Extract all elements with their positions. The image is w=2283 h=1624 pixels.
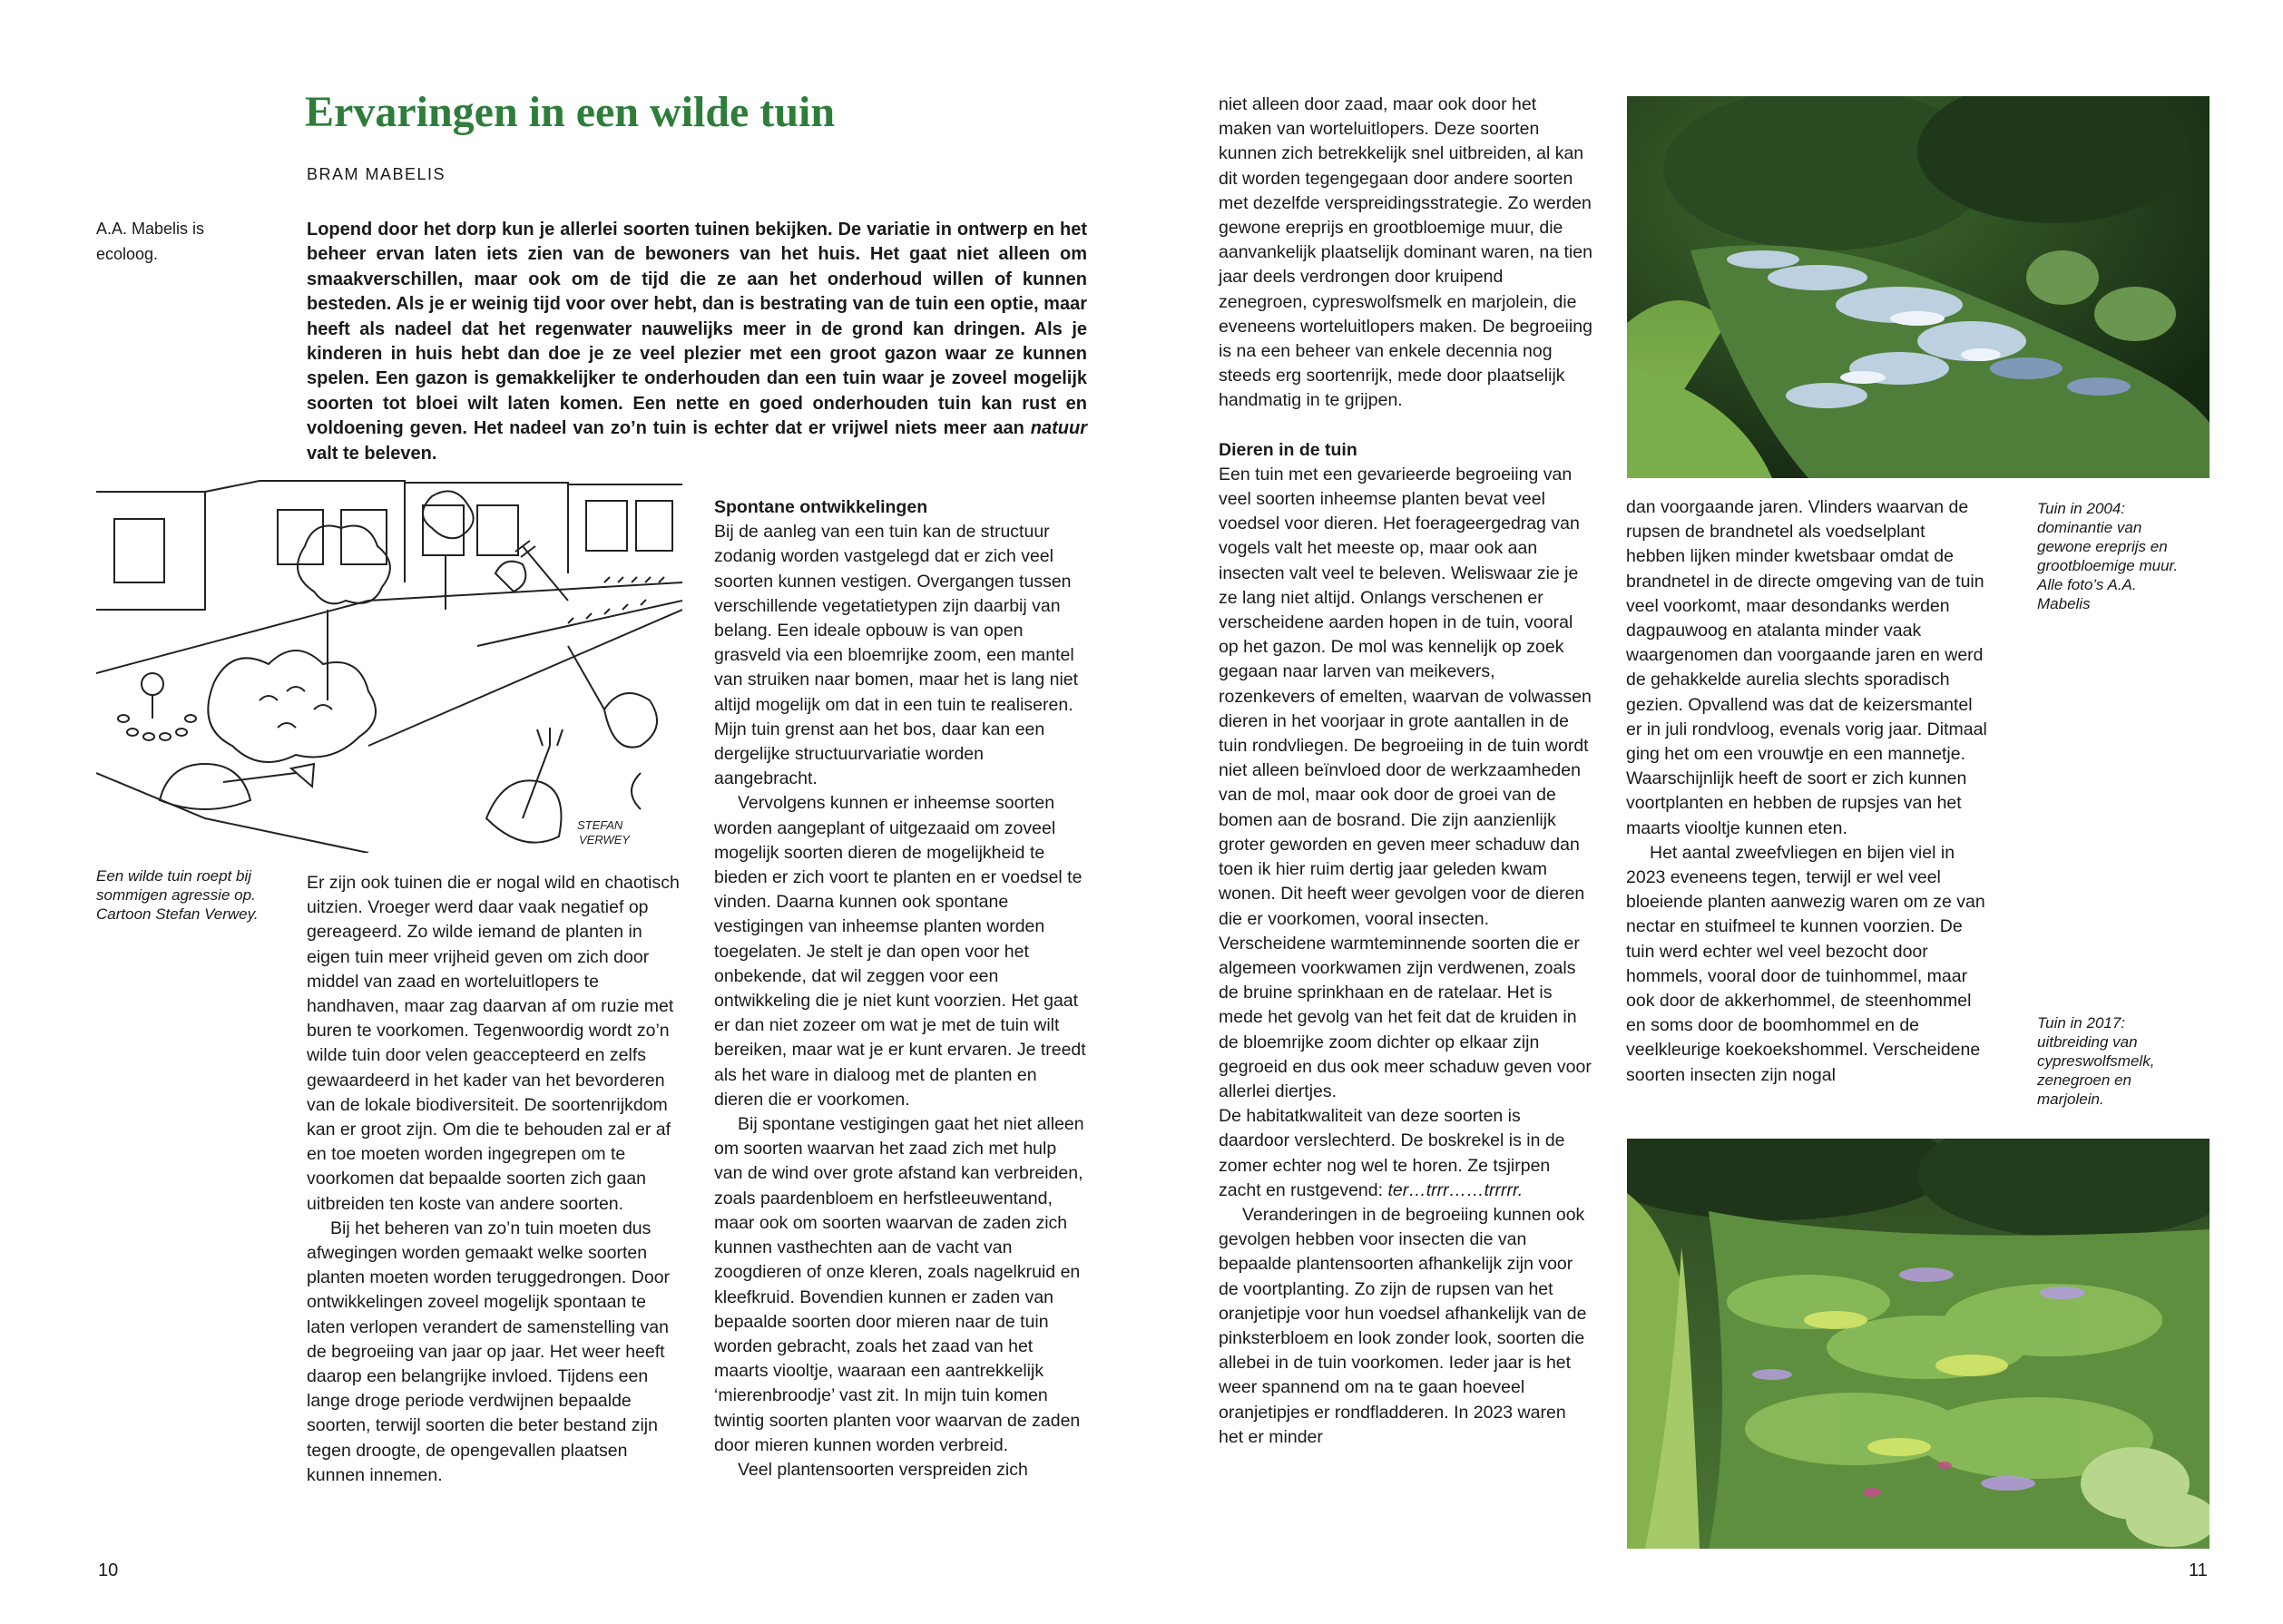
- col3-paragraph-3: [1219, 1104, 1592, 1203]
- col3-paragraph-1: niet alleen door zaad, maar ook door het maken van worteluitlopers. Deze soorten kunnen zich betrekkelijk snel uitbreiden, al kan dit worden tegengegaan door andere soorten met dezelfde verspreidingsstrategie. Zo werden gewone ereprijs en grootbloemige muur, die aanvankelijk plaatselijk dominant waren, na tien jaar deels verdrongen door kruipend zenegroen, cypreswolfsmelk en marjolein, die eveneens worteluitlopers maken. De begroeiing is na een beheer van enkele decennia nog steeds erg soortenrijk, mede door plaatselijk handmatig in te grijpen.: [1219, 94, 1592, 411]
- col2-heading: Spontane ontwikkelingen: [714, 497, 928, 517]
- column-3: [1219, 93, 1592, 1450]
- col3-paragraph-3-text: De habitatkwaliteit van deze soorten is daardoor verslechterd. De boskrekel is in de zomer echter nog wel te horen. Ze tsjirpen zacht en rustgevend:: [1219, 1106, 1565, 1200]
- col2-paragraph-4: Veel plantensoorten verspreiden zich: [738, 1459, 1028, 1480]
- garden-photo-2017: [1627, 1139, 2210, 1549]
- col4-paragraph-1: dan voorgaande jaren. Vlinders waarvan de rupsen de brandnetel als voedselplant hebben lijken minder kwetsbaar omdat de brandnetel in de directe omgeving van de tuin veel voorkomt, maar desondanks werden dagpauwoog en atalanta minder vaak waargenomen dan voorgaande jaren en werd de gehakkelde aurelia slechts sporadisch gezien. Opvallend was dat de keizersmantel er in juli rondvloog, evenals vorig jaar. Ditmaal ging het om een vrouwtje en een mannetje. Waarschijnlijk heeft de soort er zich kunnen voortplanten en hebben de rupsjes van het maarts viooltje kunnen eten.: [1626, 497, 1987, 838]
- garden-photo-2004: [1627, 96, 2210, 478]
- garden-photo-2017-image: [1627, 1139, 2210, 1549]
- page-number-left: 10: [98, 1560, 119, 1580]
- col3-paragraph-4: Veranderingen in de begroeiing kunnen ook gevolgen hebben voor insecten die van bepaalde plantensoorten afhankelijk zijn voor de voortplanting. Zo zijn de rupsen van het oranjetipje voor hun voedsel afhankelijk van de pinksterbloem en look zonder look, soorten die allebei in de tuin voorkomen. Ieder jaar is het weer spannend om na te gaan hoeveel oranjetipjes er rondfladderen. In 2023 waren het er minder: [1219, 1204, 1587, 1447]
- col2-paragraph-2: Vervolgens kunnen er inheemse soorten worden aangeplant of uitgezaaid om zoveel mogelijk soorten dieren de mogelijkheid te bieden er zich voort te planten en er voedsel te vinden. Daarna kunnen ook spontane vestigingen van inheemse planten worden toegelaten. Je stelt je dan open voor het onbekende, dat wil zeggen voor een ontwikkeling die je niet kunt voorzien. Het gaat er dan niet zozeer om wat je met de tuin wilt bereiken, maar wat je er kunt ervaren. Je treedt als het ware in dialoog met de planten en dieren die er voorkomen.: [714, 793, 1086, 1110]
- lead-text-1: Lopend door het dorp kun je allerlei soorten tuinen bekijken. De variatie in ontwerp en het beheer ervan laten iets zien van de bewoners van het huis. Het gaat niet alleen om smaakverschillen, maar ook om de tijd die ze aan het onderhoud willen of kunnen besteden. Als je er weinig tijd voor over hebt, dan is bestrating van de tuin een optie, maar heeft als nadeel dat het regenwater nauwelijks meer in de grond kan dringen. Als je kinderen in huis hebt dan doe je ze veel plezier met een groot gazon waar ze kunnen spelen. Een gazon is gemakkelijker te onderhouden dan een tuin waar je zoveel mogelijk soorten tot bloei wilt laten komen. Een nette en goed onderhouden tuin kan rust en voldoening geven. Het nadeel van zo’n tuin is echter dat er vrijwel niets meer aan: [307, 220, 1087, 439]
- col2-paragraph-3: Bij spontane vestigingen gaat het niet alleen om soorten waarvan het zaad zich met hulp van de wind over grote afstand kan verbreiden, zoals paardenbloem en herfstleeuwentand, maar ook om soorten waarvan de zaden zich kunnen vasthechten aan de vacht van zoogdieren of onze kleren, zoals nagelkruid en kleefkruid. Bovendien kunnen er zaden van bepaalde soorten door mieren naar de tuin worden gebracht, zoals het zaad van het maarts viooltje, waaraan een aantrekkelijk ‘mierenbroodje’ vast zit. In mijn tuin komen twintig soorten planten voor waarvan de zaden door mieren kunnen worden verbreid.: [714, 1114, 1084, 1455]
- lead-paragraph: [307, 218, 1087, 466]
- photo-2004-caption: Tuin in 2004: dominantie van gewone ereprijs en grootbloemige muur. Alle foto’s A.A. Mabelis: [2037, 500, 2179, 612]
- lead-emphasis: natuur: [1030, 418, 1087, 439]
- page-number-right: 11: [2189, 1560, 2208, 1580]
- cartoon-caption: Een wilde tuin roept bij sommigen agressie op. Cartoon Stefan Verwey.: [96, 867, 259, 923]
- author-bio: A.A. Mabelis is ecoloog.: [96, 220, 205, 263]
- col3-heading: Dieren in de tuin: [1219, 439, 1357, 460]
- cartoon-signature-1: STEFAN: [577, 818, 623, 832]
- article-title: Ervaringen in een wilde tuin: [305, 88, 836, 136]
- col3-paragraph-2: Een tuin met een gevarieerde begroeiing van veel soorten inheemse planten bevat veel voedsel voor dieren. Het foerageergedrag van vogels valt het meeste op, maar ook aan insecten valt veel te beleven. Weliswaar zie je ze lang niet altijd. Onlangs verschenen er verscheidene aarden hopen in de tuin, vooral op het gazon. De mol was kennelijk op zoek gegaan naar larven van meikevers, rozenkevers of emelten, waarvan de volwassen dieren in het voorjaar in grote aantallen in de tuin rondvliegen. De begroeiing in de tuin wordt niet alleen beïnvloed door de werkzaamheden van de mol, maar ook door de groei van de bomen aan de bosrand. Die zijn aanzienlijk groter geworden en geven meer schaduw dan toen ik hier ruim dertig jaar geleden kwam wonen. Dit heeft weer gevolgen voor de dieren die er voorkomen, vooral insecten. Verscheidene warmteminnende soorten die er algemeen voorkwamen zijn verdwenen, zoals de bruine sprinkhaan en de ratelaar. Het is mede het gevolg van het feit dat de kruiden in de bloemrijke zoom dichter op elkaar zijn gegroeid en dus ook meer schaduw geven voor allerlei diertjes.: [1219, 464, 1592, 1101]
- column-2: [714, 495, 1088, 1482]
- col1-paragraph-1: Er zijn ook tuinen die er nogal wild en chaotisch uitzien. Vroeger werd daar vaak negatief op gereageerd. Zo wilde iemand de planten in eigen tuin meer vrijheid geven om zich door middel van zaad en worteluitlopers te handhaven, maar zag daarvan af om ruzie met buren te voorkomen. Tegenwoordig wordt zo’n wilde tuin door velen geaccepteerd en zelfs gewaardeerd in het kader van het bevorderen van de lokale biodiversiteit. De soortenrijkdom kan er groot zijn. Om die te behouden zal er af en toe moeten worden ingegrepen om te voorkomen dat bepaalde soorten zich gaan uitbreiden ten koste van andere soorten.: [307, 873, 680, 1214]
- photo-2017-caption: Tuin in 2017: uitbreiding van cypreswolfsmelk, zenegroen en marjolein.: [2037, 1014, 2155, 1108]
- column-1: [307, 871, 681, 1488]
- cartoon-signature-2: VERWEY: [579, 833, 631, 846]
- lead-text-2: valt te beleven.: [307, 443, 437, 464]
- cartoon-illustration: [96, 474, 682, 853]
- author-name: BRAM MABELIS: [307, 165, 446, 183]
- garden-photo-2004-image: [1627, 96, 2210, 478]
- cartoon-drawing: [96, 474, 682, 853]
- column-4: [1626, 495, 1989, 1088]
- col1-paragraph-2: Bij het beheren van zo’n tuin moeten dus afwegingen worden gemaakt welke soorten planten moeten worden teruggedrongen. Door ontwikkelingen zoveel mogelijk spontaan te laten verlopen verandert de samenstelling van de begroeiing van jaar op jaar. Het weer heeft daarop een belangrijke invloed. Tijdens een lange droge periode verdwijnen bepaalde soorten, terwijl soorten die beter bestand zijn tegen droogte, de opengevallen plaatsen kunnen innemen.: [307, 1218, 671, 1485]
- col3-paragraph-3-emphasis: ter…trrr……trrrrr.: [1387, 1179, 1524, 1200]
- col4-paragraph-2: Het aantal zweefvliegen en bijen viel in 2023 eveneens tegen, terwijl er wel veel bloeiende planten aanwezig waren om ze van nectar en stuifmeel te kunnen voorzien. De tuin werd echter wel veel bezocht door hommels, vooral door de tuinhommel, maar ook door de akkerhommel, de steenhommel en soms door de boomhommel en de veelkleurige koekoekshommel. Verscheidene soorten insecten zijn nogal: [1626, 842, 1985, 1085]
- col2-paragraph-1: Bij de aanleg van een tuin kan de structuur zodanig worden vastgelegd dat er zich veel soorten kunnen vestigen. Overgangen tussen verschillende vegetatietypen zijn daarbij van belang. Een ideale opbouw is van open grasveld via een bloemrijke zoom, een mantel van struiken naar bomen, maar het is lang niet altijd mogelijk om dat in een tuin te realiseren. Mijn tuin grenst aan het bos, daar kan een dergelijke structuurvariatie worden aangebracht.: [714, 522, 1079, 789]
